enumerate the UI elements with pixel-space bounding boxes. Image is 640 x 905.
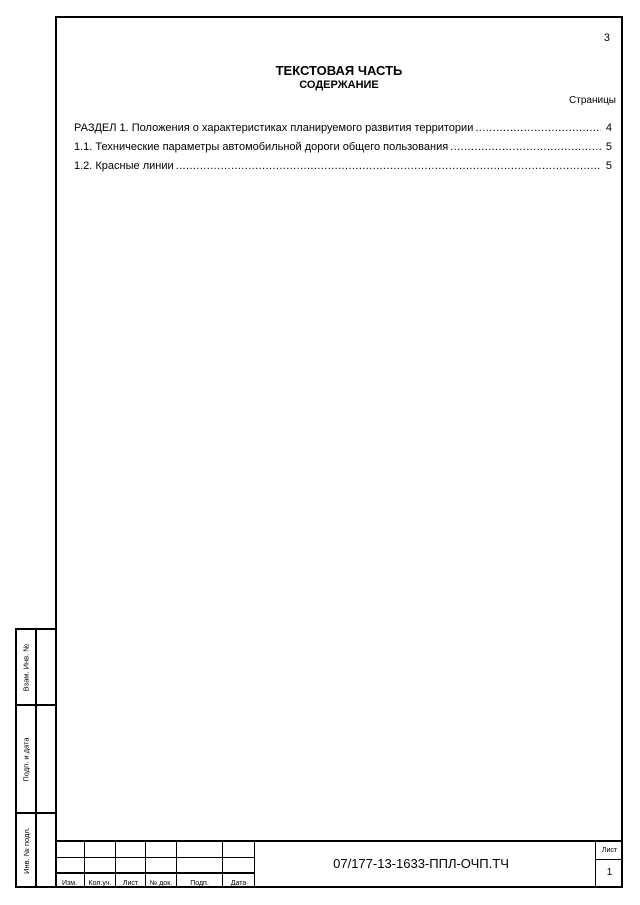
toc-item[interactable] — [74, 141, 612, 160]
side-label-text: Инв. № подл. — [21, 826, 31, 874]
toc-item-page: 5 — [605, 141, 612, 153]
stamp-column-sheet — [116, 842, 146, 888]
toc-item-text: 1.2. Красные линии — [74, 160, 174, 172]
side-label-original-inventory — [17, 814, 35, 886]
stamp-column-label: Кол.уч. — [88, 880, 112, 887]
toc-leader-dots — [475, 122, 601, 134]
table-of-contents — [74, 122, 612, 179]
stamp-column-date — [223, 842, 255, 888]
sheet-number: 1 — [606, 867, 613, 878]
stamp-column-count — [85, 842, 116, 888]
toc-item-page: 5 — [605, 160, 612, 172]
stamp-column-signature — [177, 842, 223, 888]
side-label-text: Подп. и дата — [21, 736, 31, 782]
side-fill-cell — [37, 814, 55, 886]
side-labels-column — [15, 628, 35, 888]
side-label-replacement — [17, 630, 35, 706]
sheet-box — [595, 842, 623, 888]
stamp-column-doc-number — [146, 842, 177, 888]
side-fill-column — [35, 628, 55, 888]
stamp-column-label: Изм. — [62, 880, 77, 887]
stamp-column-label: Подп. — [190, 880, 209, 887]
pages-column-label: Страницы — [569, 95, 616, 106]
page-subtitle: СОДЕРЖАНИЕ — [299, 79, 379, 91]
toc-item-text: 1.1. Технические параметры автомобильной дороги общего пользования — [74, 141, 449, 153]
toc-item[interactable] — [74, 122, 612, 141]
toc-item[interactable] — [74, 160, 612, 179]
stamp-column-label: Дата — [230, 880, 247, 887]
toc-item-page: 4 — [605, 122, 612, 134]
page-number: 3 — [603, 32, 610, 44]
stamp-column-change — [55, 842, 85, 888]
side-label-text: Взам. Инв. № — [21, 643, 31, 691]
side-label-signature-date — [17, 706, 35, 814]
title-block — [55, 840, 623, 888]
side-fill-cell — [37, 706, 55, 814]
toc-leader-dots — [450, 141, 601, 153]
toc-item-text: РАЗДЕЛ 1. Положения о характеристиках планируемого развития территории — [74, 122, 474, 134]
stamp-column-label: № док. — [149, 880, 173, 887]
side-fill-cell — [37, 630, 55, 706]
sheet-label: Лист — [596, 842, 623, 860]
page-title: ТЕКСТОВАЯ ЧАСТЬ — [275, 63, 403, 78]
stamp-column-label: Лист — [122, 880, 139, 887]
document-code: 07/177-13-1633-ППЛ-ОЧП.ТЧ — [333, 856, 509, 871]
toc-leader-dots — [176, 160, 601, 172]
title-block-columns — [55, 842, 255, 888]
